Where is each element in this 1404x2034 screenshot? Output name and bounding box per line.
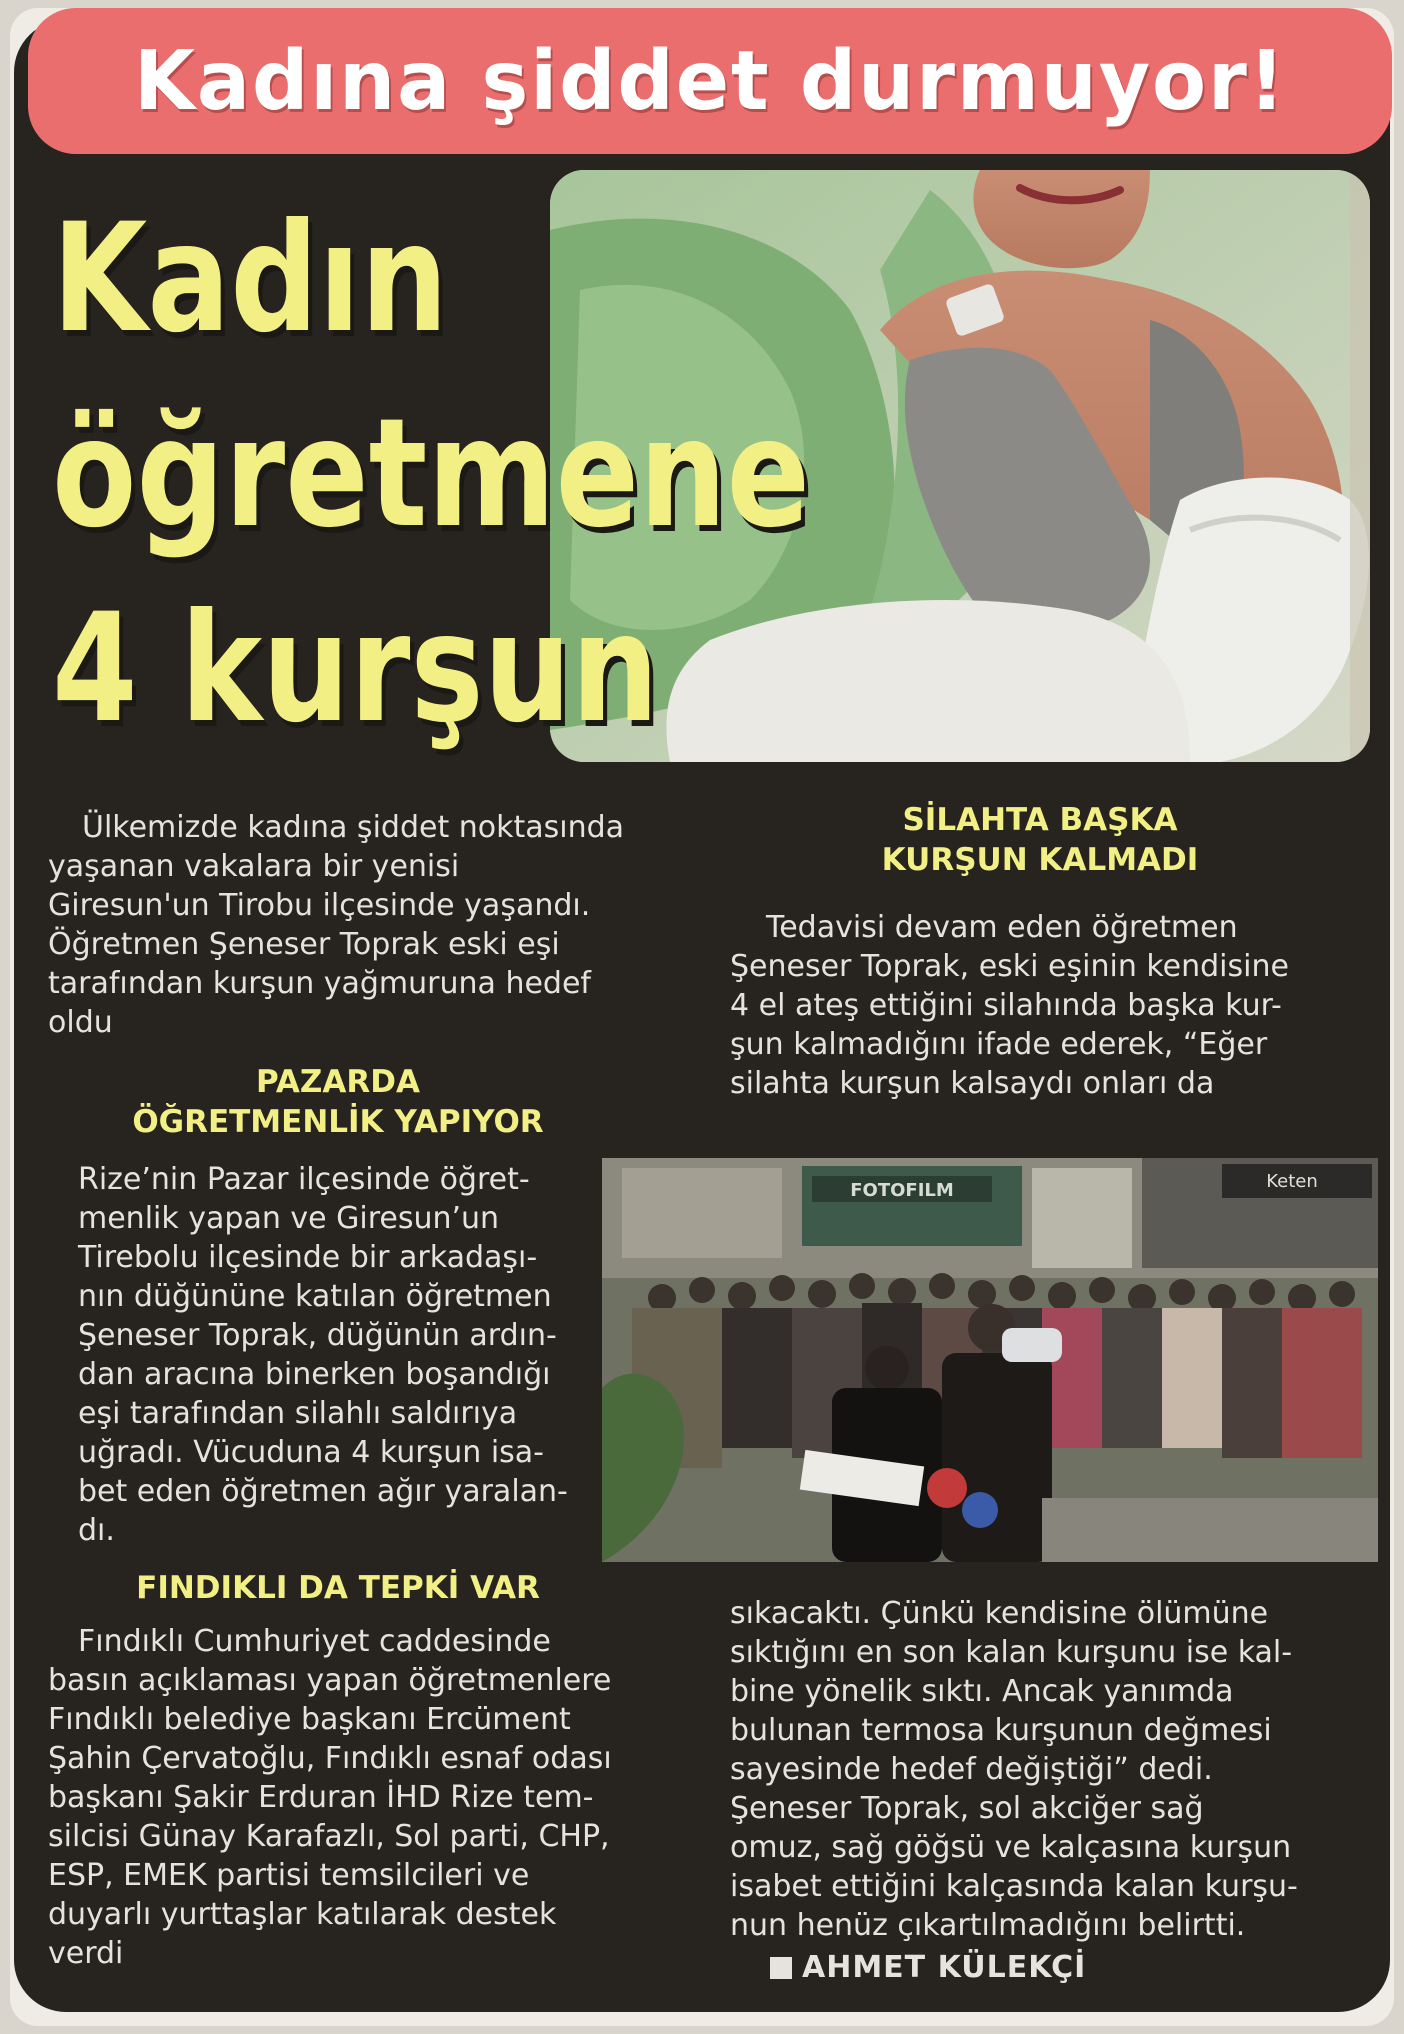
byline xyxy=(770,1950,1086,1985)
headline-line-2: öğretmene xyxy=(52,387,811,561)
text-line: silcisi Günay Karafazlı, Sol parti, CHP, xyxy=(48,1819,610,1854)
text-line: sayesinde hedef değiştiği” dedi. xyxy=(730,1752,1213,1787)
silah-paragraph xyxy=(730,908,1370,1103)
protest-crowd-illustration xyxy=(602,1158,1378,1562)
headline xyxy=(52,182,810,767)
text-line: bet eden öğretmen ağır yaralan- xyxy=(78,1474,568,1509)
banner-title: Kadına şiddet durmuyor! xyxy=(133,33,1287,129)
subheading-line: FINDIKLI DA TEPKİ VAR xyxy=(136,1570,540,1606)
text-line: Şeneser Toprak, sol akciğer sağ xyxy=(730,1791,1204,1826)
headline-line-1: Kadın xyxy=(52,192,449,366)
text-line: dan aracına binerken boşandığı xyxy=(78,1357,551,1392)
text-line: Şahin Çervatoğlu, Fındıklı esnaf odası xyxy=(48,1741,612,1776)
text-line: uğradı. Vücuduna 4 kurşun isa- xyxy=(78,1435,545,1470)
text-line: nun henüz çıkartılmadığını belirtti. xyxy=(730,1908,1246,1943)
text-line: isabet ettiğini kalçasında kalan kurşu- xyxy=(730,1869,1298,1904)
text-line: sıkacaktı. Çünkü kendisine ölümüne xyxy=(730,1596,1269,1631)
text-line: tarafından kurşun yağmuruna hedef xyxy=(48,966,591,1001)
text-line: Şeneser Toprak, düğünün ardın- xyxy=(78,1318,557,1353)
shop-sign-fotofilm: FOTOFILM xyxy=(850,1180,954,1201)
pazar-paragraph xyxy=(48,1160,608,1550)
top-banner xyxy=(28,8,1392,154)
text-line: Ülkemizde kadına şiddet noktasında xyxy=(82,810,625,845)
subheading-line: PAZARDA xyxy=(256,1064,420,1100)
text-line: sıktığını en son kalan kurşunu ise kal- xyxy=(730,1635,1293,1670)
text-line: Giresun'un Tirobu ilçesinde yaşandı. xyxy=(48,888,591,923)
text-line: 4 el ateş ettiğini silahında başka kur- xyxy=(730,988,1282,1023)
text-line: Tirebolu ilçesinde bir arkadaşı- xyxy=(78,1240,538,1275)
continuation-paragraph xyxy=(730,1594,1380,1945)
text-line: Fındıklı Cumhuriyet caddesinde xyxy=(78,1624,551,1659)
subheading-line: ÖĞRETMENLİK YAPIYOR xyxy=(132,1104,544,1140)
text-line: nın düğününe katılan öğretmen xyxy=(78,1279,552,1314)
shop-sign-keten: Keten xyxy=(1266,1171,1318,1192)
text-line: Öğretmen Şeneser Toprak eski eşi xyxy=(48,927,560,962)
subheading-silahta xyxy=(730,800,1350,880)
text-line: Rize’nin Pazar ilçesinde öğret- xyxy=(78,1162,530,1197)
headline-line-3: 4 kurşun xyxy=(52,582,659,756)
text-line: Şeneser Toprak, eski eşinin kendisine xyxy=(730,949,1289,984)
intro-paragraph xyxy=(48,808,688,1042)
text-line: basın açıklaması yapan öğretmenlere xyxy=(48,1663,612,1698)
text-line: verdi xyxy=(48,1936,124,1971)
text-line: Fındıklı belediye başkanı Ercüment xyxy=(48,1702,571,1737)
crowd-photo xyxy=(602,1158,1378,1562)
text-line: başkanı Şakir Erduran İHD Rize tem- xyxy=(48,1780,594,1815)
subheading-line: SİLAHTA BAŞKA xyxy=(902,802,1178,838)
text-line: silahta kurşun kalsaydı onları da xyxy=(730,1066,1215,1101)
square-bullet-icon xyxy=(770,1957,792,1979)
author-name: AHMET KÜLEKÇİ xyxy=(802,1950,1087,1985)
text-line: şun kalmadığını ifade ederek, “Eğer xyxy=(730,1027,1268,1062)
subheading-line: KURŞUN KALMADI xyxy=(881,842,1199,878)
findikli-paragraph xyxy=(48,1622,668,1973)
text-line: yaşanan vakalara bir yenisi xyxy=(48,849,460,884)
text-line: oldu xyxy=(48,1005,113,1040)
text-line: bulunan termosa kurşunun değmesi xyxy=(730,1713,1272,1748)
text-line: dı. xyxy=(78,1513,115,1548)
subheading-findikli xyxy=(48,1568,628,1608)
text-line: omuz, sağ göğsü ve kalçasına kurşun xyxy=(730,1830,1292,1865)
text-line: menlik yapan ve Giresun’un xyxy=(78,1201,500,1236)
text-line: duyarlı yurttaşlar katılarak destek xyxy=(48,1897,557,1932)
subheading-pazarda xyxy=(48,1062,628,1142)
text-line: Tedavisi devam eden öğretmen xyxy=(766,910,1238,945)
text-line: ESP, EMEK partisi temsilcileri ve xyxy=(48,1858,530,1893)
text-line: bine yönelik sıktı. Ancak yanımda xyxy=(730,1674,1234,1709)
text-line: eşi tarafından silahlı saldırıya xyxy=(78,1396,518,1431)
